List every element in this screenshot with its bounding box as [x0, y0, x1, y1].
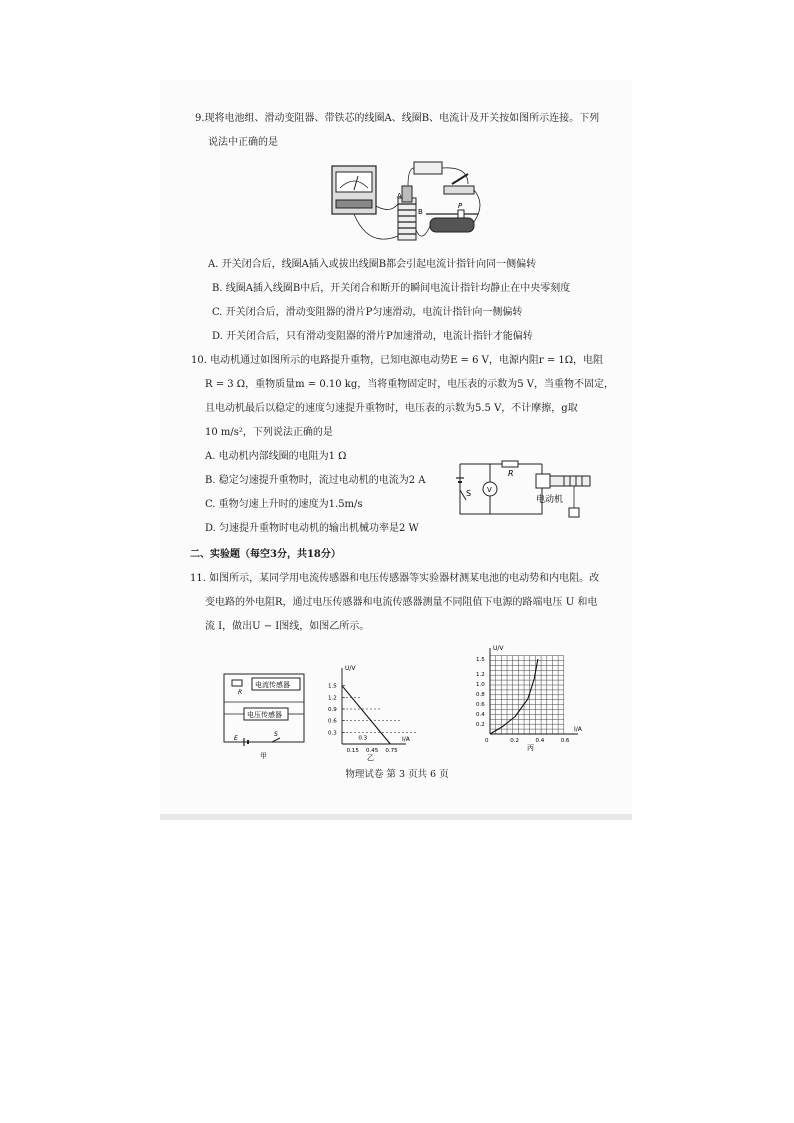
resistor-r-label: R	[508, 469, 514, 478]
x-tick-label: 0.15	[346, 748, 359, 754]
y-tick-label: 1.5	[476, 657, 485, 663]
y-tick-label: 0.6	[328, 718, 337, 725]
y-tick-label: 0.3	[328, 730, 337, 737]
x-tick-label: 0.75	[385, 748, 398, 754]
sheet-edge	[160, 814, 632, 820]
motor	[536, 474, 550, 488]
figure-caption: 乙	[367, 754, 374, 762]
x-tick-label: 0	[485, 738, 489, 744]
rheostat	[430, 218, 474, 232]
x-tick-label: 0.45	[366, 748, 379, 754]
coil-b-label: B	[418, 208, 423, 216]
switch-s-label: S	[466, 489, 472, 498]
q11-figure-bing-ui-chart	[472, 644, 584, 754]
section-2-heading: 二、实验题（每空3分，共18分）	[190, 549, 341, 560]
switch-s	[272, 738, 280, 742]
current-sensor-label: 电流传感器	[255, 681, 290, 689]
q10-option-a: A. 电动机内部线圈的电阻为1 Ω	[205, 451, 347, 462]
battery-e-label: E	[234, 735, 238, 742]
slider-p-label: P	[458, 202, 463, 210]
page-footer: 物理试卷 第 3 页共 6 页	[345, 769, 449, 780]
q9-stem-text: 现将电池组、滑动变阻器、带铁芯的线圈A、线圈B、电流计及开关按如图所示连接。下列	[204, 113, 600, 124]
q9-option-c: C. 开关闭合后，滑动变阻器的滑片P匀速滑动，电流计指针向一侧偏转	[212, 307, 523, 318]
q10-stem-line2: R = 3 Ω，重物质量m = 0.10 kg，当将重物固定时，电压表的示数为5 V，当重物不固定，	[205, 379, 614, 390]
x-tick-label: 0.4	[535, 738, 545, 744]
y-tick-label: 0.4	[476, 712, 485, 718]
rheostat-slider	[458, 210, 464, 218]
y-tick-label: 1.5	[328, 683, 337, 690]
q10-option-c: C. 重物匀速上升时的速度为1.5m/s	[205, 499, 363, 510]
q11-stem-line3: 流 I，做出U − I图线，如图乙所示。	[205, 621, 370, 632]
q11-figure-jia-circuit	[220, 668, 312, 762]
weight	[569, 508, 579, 517]
q9-number: 9.	[195, 113, 205, 124]
resistor-r	[232, 680, 242, 686]
y-tick-label: 0.6	[476, 702, 485, 708]
x-axis-label: I/A	[402, 736, 410, 743]
battery	[414, 162, 442, 174]
x-tick-label: 0.6	[560, 738, 570, 744]
switch-s-label: S	[274, 731, 278, 738]
q9-induction-apparatus-figure	[318, 160, 488, 250]
q11-stem-line1: 11. 如图所示，某同学用电流传感器和电压传感器等实验器材测某电池的电动势和内电阻。改	[190, 573, 600, 584]
q9-option-b: B. 线圈A插入线圈B中后，开关闭合和断开的瞬间电流计指针均静止在中央零刻度	[212, 283, 571, 294]
x-axis-label: I/A	[574, 726, 582, 733]
y-tick-label: 1.2	[328, 695, 337, 702]
y-tick-label: 0.8	[476, 692, 485, 698]
q10-stem-line3: 且电动机最后以稳定的速度匀速提升重物时，电压表的示数为5.5 V，不计摩擦，g取	[205, 403, 578, 414]
y-tick-label: 1.0	[476, 682, 485, 688]
q9-option-a: A. 开关闭合后，线圈A插入或拔出线圈B都会引起电流计指针向同一侧偏转	[208, 259, 537, 270]
resistor-r-label: R	[238, 689, 243, 696]
q10-option-b: B. 稳定匀速提升重物时，流过电动机的电流为2 A	[205, 475, 426, 486]
y-axis-label: U/V	[493, 645, 504, 652]
y-tick-label: 1.2	[476, 672, 485, 678]
q10-stem-line1: 10. 电动机通过如图所示的电路提升重物，已知电源电动势E = 6 V，电源内阻r = 1Ω，电阻	[191, 355, 604, 366]
figure-caption: 丙	[527, 744, 534, 752]
voltage-sensor-label: 电压传感器	[247, 711, 282, 719]
coil-a	[402, 186, 412, 202]
x-tick-label: 0.2	[510, 738, 519, 744]
x-tick-label: 0.3	[358, 735, 368, 742]
y-tick-label: 0.2	[476, 722, 485, 728]
q11-stem-line2: 变电路的外电阻R，通过电压传感器和电流传感器测量不同阻值下电源的路端电压 U 和电	[205, 597, 598, 608]
q10-stem-line4: 10 m/s²，下列说法正确的是	[205, 427, 333, 438]
y-axis-label: U/V	[345, 665, 356, 672]
q11-figure-yi-ui-chart	[320, 664, 416, 764]
q9-stem-line1	[195, 112, 599, 126]
q9-option-d: D. 开关闭合后，只有滑动变阻器的滑片P加速滑动，电流计指针才能偏转	[212, 331, 533, 342]
motor-label: 电动机	[536, 495, 564, 505]
coil-a-label: A	[397, 192, 402, 200]
switch	[444, 186, 474, 194]
y-tick-label: 0.9	[328, 707, 337, 713]
figure-jia-caption: 甲	[260, 752, 267, 760]
q9-stem-line2: 说法中正确的是	[208, 137, 278, 148]
resistor-r	[502, 461, 518, 467]
q10-motor-circuit-figure	[452, 456, 602, 522]
q10-option-d: D. 匀速提升重物时电动机的输出机械功率是2 W	[205, 523, 419, 534]
voltmeter-label: V	[487, 486, 492, 494]
